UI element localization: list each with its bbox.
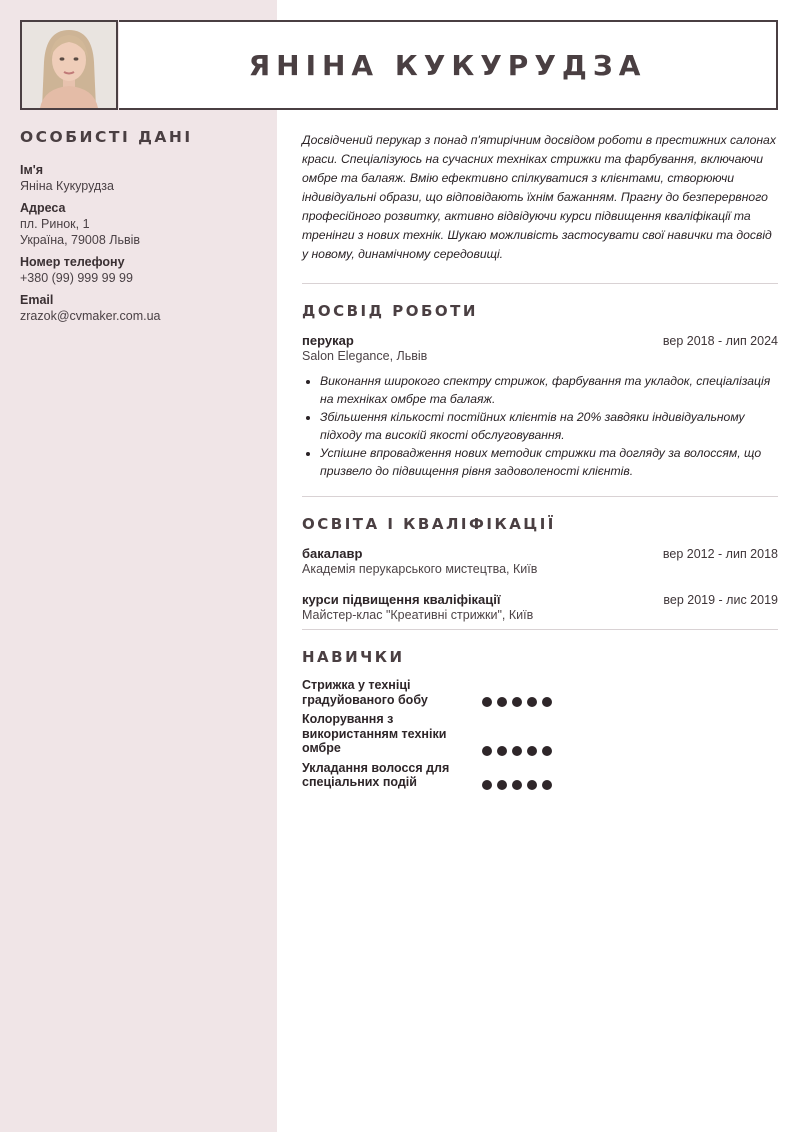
education-place: Майстер-клас "Креативні стрижки", Київ (302, 608, 534, 622)
name-value: Яніна Кукурудза (20, 179, 114, 193)
personal-details-section (20, 128, 260, 330)
skill-dot (497, 697, 507, 707)
skill-rating (482, 780, 552, 790)
skill-item (302, 761, 778, 790)
experience-entry (302, 333, 778, 480)
section-divider (302, 629, 778, 630)
skills-list (302, 678, 778, 790)
skill-rating (482, 746, 552, 756)
skill-dot (497, 746, 507, 756)
skill-name: Стрижка у техніці градуйованого бобу (302, 678, 428, 707)
main-content (302, 131, 778, 790)
skill-name: Укладання волосся для спеціальних подій (302, 760, 450, 789)
skill-dot (512, 780, 522, 790)
job-company: Salon Elegance, Львів (302, 349, 428, 363)
education-place: Академія перукарського мистецтва, Київ (302, 562, 538, 576)
address-label: Адреса (20, 201, 66, 215)
job-bullet: • Виконання широкого спектру стрижок, фарбування та укладок, спеціалізація на техніках омбре та балаяж. (320, 372, 778, 408)
skills-title: НАВИЧКИ (302, 648, 405, 666)
skill-dot (527, 780, 537, 790)
address-line-2: Україна, 79008 Львів (20, 233, 141, 247)
name-banner (119, 20, 778, 110)
experience-entry-header (302, 333, 778, 348)
job-bullet: • Успішне впровадження нових методик стрижки та догляду за волоссям, що призвело до підвищення рівня задоволеності клієнтів. (320, 444, 778, 480)
phone-value: +380 (99) 999 99 99 (20, 271, 133, 285)
skill-dot (482, 697, 492, 707)
skill-dot (542, 697, 552, 707)
skill-rating (482, 697, 552, 707)
name-field (20, 162, 260, 194)
skill-dot (512, 697, 522, 707)
education-degree: курси підвищення кваліфікації (302, 592, 501, 607)
section-divider (302, 283, 778, 284)
email-field (20, 292, 260, 324)
job-title: перукар (302, 333, 354, 348)
email-value: zrazok@cvmaker.com.ua (20, 309, 161, 323)
experience-title: ДОСВІД РОБОТИ (302, 302, 478, 320)
full-name-heading: ЯНІНА КУКУРУДЗА (248, 48, 647, 82)
profile-photo (20, 20, 118, 110)
portrait-image (22, 22, 116, 108)
address-field (20, 200, 260, 248)
job-bullet: • Збільшення кількості постійних клієнтів на 20% завдяки індивідуальному підходу та високій якості обслуговування. (320, 408, 778, 444)
phone-label: Номер телефону (20, 255, 125, 269)
education-entry (302, 592, 778, 623)
skill-dot (482, 780, 492, 790)
education-dates: вер 2019 - лис 2019 (663, 593, 778, 607)
skill-dot (482, 746, 492, 756)
education-entry-header (302, 546, 778, 561)
education-dates: вер 2012 - лип 2018 (662, 547, 778, 561)
skill-dot (527, 746, 537, 756)
skill-dot (542, 746, 552, 756)
skill-item (302, 678, 778, 707)
profile-summary: Досвідчений перукар з понад п'ятирічним досвідом роботи в престижних салонах краси. Спеціалізуюсь на сучасних техніках стрижки та фарбування, включаючи омбре та балаяж. Вмію ефективно спілкуватися з клієнтами, створюючи індивідуальні образи, що відповідають їхнім бажанням. Прагну до безперервного професійного розвитку, активно відвідуючи курси підвищення кваліфікації та тренінги з нових технік. Шукаю можливість застосувати свої навички та досвід у новому, динамічному середовищі. (302, 133, 776, 261)
skill-dot (542, 780, 552, 790)
skill-dot (497, 780, 507, 790)
section-divider (302, 496, 778, 497)
education-entry-header (302, 592, 778, 607)
skill-dot (527, 697, 537, 707)
education-degree: бакалавр (302, 546, 363, 561)
address-line-1: пл. Ринок, 1 (20, 217, 90, 231)
skill-item (302, 712, 778, 756)
job-dates: вер 2018 - лип 2024 (662, 334, 778, 348)
personal-details-title: ОСОБИСТІ ДАНІ (20, 128, 193, 146)
job-bullets (302, 372, 778, 480)
phone-field (20, 254, 260, 286)
name-label: Ім'я (20, 163, 43, 177)
skill-dot (512, 746, 522, 756)
skill-name: Колорування з використанням техніки омбре (302, 712, 447, 755)
education-title: ОСВІТА І КВАЛІФІКАЦІЇ (302, 515, 556, 533)
education-entry (302, 546, 778, 577)
email-label: Email (20, 293, 54, 307)
